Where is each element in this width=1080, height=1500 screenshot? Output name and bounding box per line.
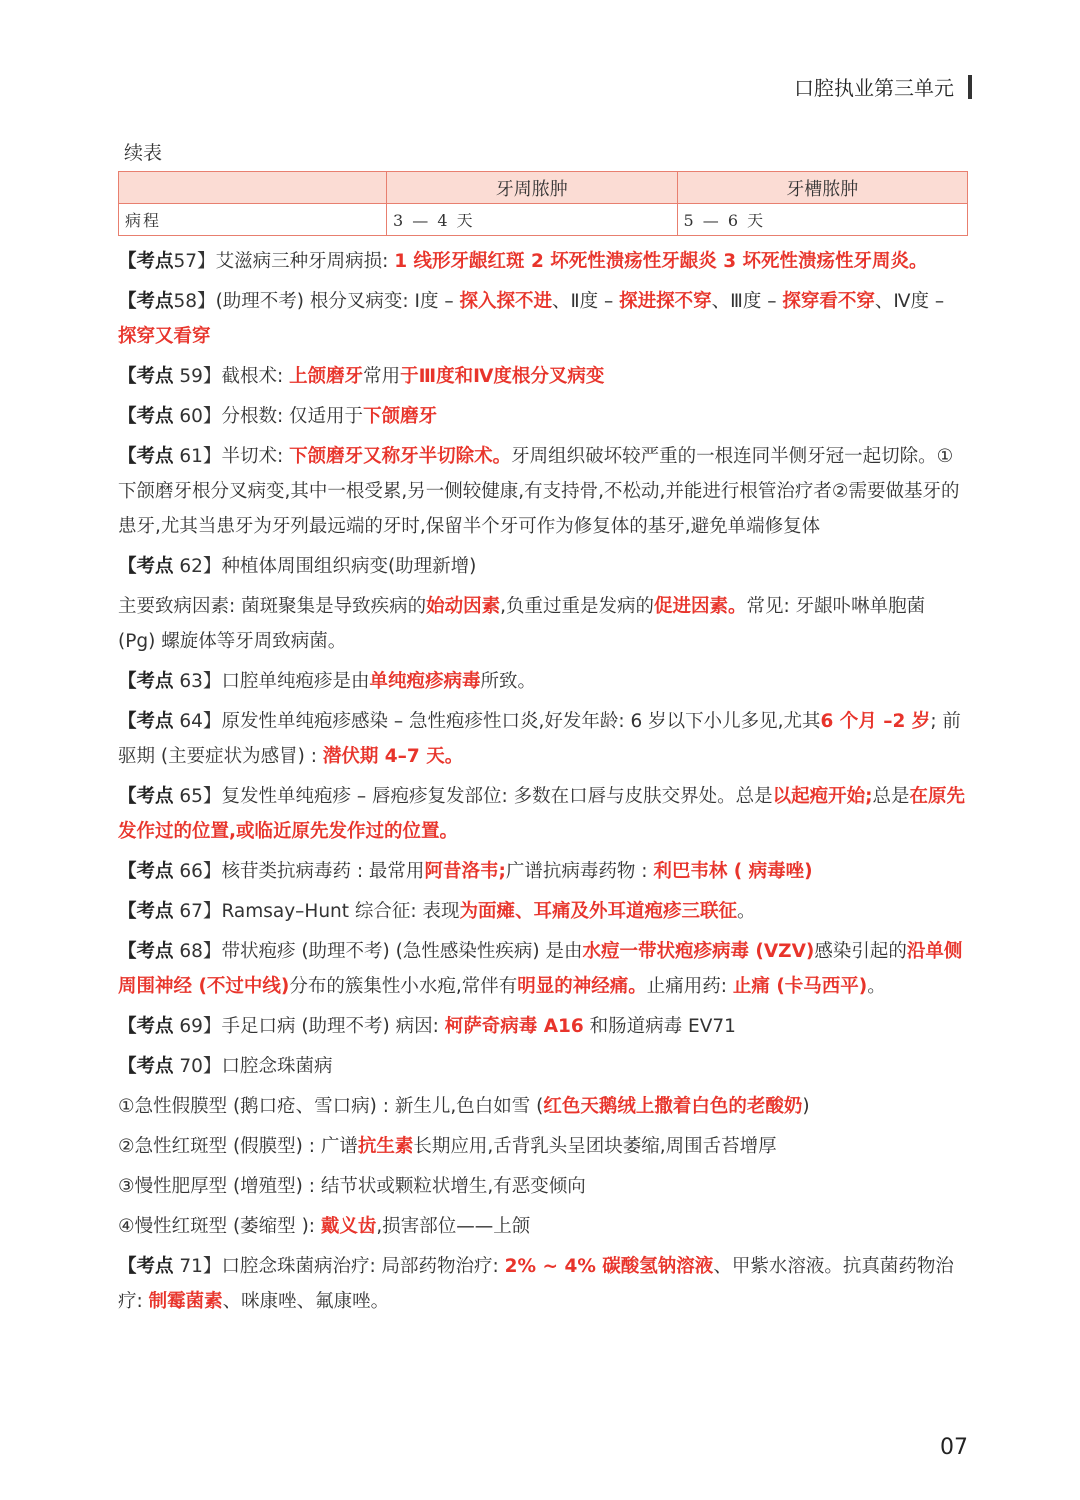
text: 、Ⅳ度 – xyxy=(874,291,945,312)
point-number: 68】 xyxy=(173,941,222,962)
highlight: 单纯疱疹病毒 xyxy=(369,671,481,692)
highlight: 于Ⅲ度和Ⅳ度根分叉病变 xyxy=(400,366,605,387)
text: ③慢性肥厚型 (增殖型) : 结节状或颗粒状增生,有恶变倾向 xyxy=(118,1176,586,1197)
highlight: 探进探不穿 xyxy=(619,291,712,312)
table-cell: 5 — 6 天 xyxy=(677,204,968,236)
text: 、甲紫水溶液。抗真菌药物治疗: xyxy=(118,1256,954,1312)
text: 止痛用药: xyxy=(646,976,733,997)
highlight: 柯萨奇病毒 A16 xyxy=(444,1016,584,1037)
point-number: 57】 xyxy=(173,251,216,272)
point-label: 【考点 xyxy=(118,446,174,467)
text: 和肠道病毒 EV71 xyxy=(583,1016,736,1037)
text: 牙周组织破坏较严重的一根连同半侧牙冠一起切除。①下颌磨牙根分叉病变,其中一根受累,另一侧较健康,有支持骨,不松动,并能进行根管治疗者②需要做基牙的患牙,尤其当患牙为牙列最远端的牙时,保留半个牙可作为修复体的基牙,避免单端修复体 xyxy=(118,446,960,537)
text: 。 xyxy=(867,976,886,997)
point-63 xyxy=(118,664,968,699)
text: 常用 xyxy=(363,366,401,387)
point-60 xyxy=(118,399,968,434)
text: 分布的簇集性小水疱,常伴有 xyxy=(289,976,518,997)
page-number: 07 xyxy=(940,1435,968,1460)
point-number: 70】 xyxy=(173,1056,222,1077)
text: 口腔单纯疱疹是由 xyxy=(221,671,370,692)
highlight: 制霉菌素 xyxy=(148,1291,223,1312)
text: 带状疱疹 (助理不考) (急性感染性疾病) 是由 xyxy=(221,941,583,962)
point-label: 【考点 xyxy=(118,291,174,312)
highlight: 利巴韦林 ( 病毒唑) xyxy=(653,861,813,882)
text: 常见: 牙龈卟啉单胞菌 (Pg) 螺旋体等牙周致病菌。 xyxy=(118,596,926,652)
highlight: 6 个月 –2 岁 xyxy=(820,711,931,732)
text: ④慢性红斑型 (萎缩型 ): xyxy=(118,1216,321,1237)
point-number: 65】 xyxy=(173,786,222,807)
text: Ramsay–Hunt 综合征: 表现 xyxy=(221,901,460,922)
table-row xyxy=(119,204,968,236)
point-label: 【考点 xyxy=(118,1056,174,1077)
highlight: 在原先发作过的位置,或临近原先发作过的位置。 xyxy=(118,786,966,842)
highlight: 戴义齿 xyxy=(320,1216,377,1237)
text: 口腔念珠菌病 xyxy=(221,1056,333,1077)
point-65 xyxy=(118,779,968,849)
point-57 xyxy=(118,244,968,279)
point-number: 64】 xyxy=(173,711,222,732)
text: 原发性单纯疱疹感染 – 急性疱疹性口炎,好发年龄: 6 岁以下小儿多见,尤其 xyxy=(221,711,821,732)
text: 总是 xyxy=(872,786,910,807)
text: 主要致病因素: 菌斑聚集是导致疾病的 xyxy=(118,596,427,617)
highlight: 探穿看不穿 xyxy=(782,291,875,312)
table-header-cell: 牙槽脓肿 xyxy=(677,172,968,204)
table-header-cell: 牙周脓肿 xyxy=(387,172,678,204)
highlight: 探穿又看穿 xyxy=(118,326,211,347)
point-70-item-3 xyxy=(118,1169,968,1204)
page-content xyxy=(118,138,968,1319)
highlight: 沿单侧周围神经 (不过中线) xyxy=(118,941,963,997)
point-68 xyxy=(118,934,968,1004)
text: ) xyxy=(802,1096,810,1117)
highlight: 促进因素。 xyxy=(654,596,747,617)
point-label: 【考点 xyxy=(118,786,174,807)
point-71 xyxy=(118,1249,968,1319)
table-header-cell xyxy=(119,172,387,204)
text: 分根数: 仅适用于 xyxy=(221,406,364,427)
point-label: 【考点 xyxy=(118,901,174,922)
point-number: 62】 xyxy=(173,556,222,577)
text: 、Ⅲ度 – xyxy=(711,291,783,312)
point-label: 【考点 xyxy=(118,556,174,577)
text: (助理不考) 根分叉病变: Ⅰ度 – xyxy=(215,291,460,312)
point-number: 61】 xyxy=(173,446,222,467)
text: ,负重过重是发病的 xyxy=(500,596,655,617)
text: 所致。 xyxy=(480,671,536,692)
header-bar xyxy=(968,75,972,99)
point-61 xyxy=(118,439,968,544)
point-number: 63】 xyxy=(173,671,222,692)
point-66 xyxy=(118,854,968,889)
text: 长期应用,舌背乳头呈团块萎缩,周围舌苔增厚 xyxy=(413,1136,777,1157)
highlight: 下颌磨牙 xyxy=(363,406,438,427)
highlight: 始动因素 xyxy=(426,596,501,617)
text: 复发性单纯疱疹 – 唇疱疹复发部位: 多数在口唇与皮肤交界处。总是 xyxy=(221,786,773,807)
point-label: 【考点 xyxy=(118,1256,174,1277)
point-70-item-4 xyxy=(118,1209,968,1244)
table-header-row xyxy=(119,172,968,204)
text: ②急性红斑型 (假膜型) : 广谱 xyxy=(118,1136,358,1157)
text: ①急性假膜型 (鹅口疮、雪口病) : 新生儿,色白如雪 ( xyxy=(118,1096,544,1117)
point-number: 71】 xyxy=(173,1256,222,1277)
highlight: 红色天鹅绒上撒着白色的老酸奶 xyxy=(543,1096,803,1117)
highlight: 以起疱开始; xyxy=(772,786,873,807)
text: ,损害部位——上颌 xyxy=(376,1216,531,1237)
point-62 xyxy=(118,549,968,584)
text: 广谱抗病毒药物 : xyxy=(505,861,654,882)
point-69 xyxy=(118,1009,968,1044)
point-label: 【考点 xyxy=(118,671,174,692)
highlight: 止痛 (卡马西平) xyxy=(732,976,868,997)
point-number: 69】 xyxy=(173,1016,222,1037)
text: 艾滋病三种牙周病损: xyxy=(215,251,395,272)
highlight: 阿昔洛韦; xyxy=(424,861,506,882)
point-64 xyxy=(118,704,968,774)
running-header xyxy=(794,72,972,101)
highlight: 为面瘫、耳痛及外耳道疱疹三联征 xyxy=(459,901,738,922)
text: 手足口病 (助理不考) 病因: xyxy=(221,1016,445,1037)
highlight: 潜伏期 4–7 天。 xyxy=(322,746,464,767)
point-62-detail xyxy=(118,589,968,659)
text: ; 前驱期 (主要症状为感冒) : xyxy=(118,711,961,767)
highlight: 水痘一带状疱疹病毒 (VZV) xyxy=(582,941,815,962)
point-number: 67】 xyxy=(173,901,222,922)
text: 感染引起的 xyxy=(814,941,907,962)
table-cell: 病程 xyxy=(119,204,387,236)
text: 口腔念珠菌病治疗: 局部药物治疗: xyxy=(221,1256,505,1277)
text: 截根术: xyxy=(221,366,290,387)
text: 核苷类抗病毒药 : 最常用 xyxy=(221,861,425,882)
point-label: 【考点 xyxy=(118,406,174,427)
highlight: 上颌磨牙 xyxy=(289,366,364,387)
text: 、Ⅱ度 – xyxy=(551,291,620,312)
point-70 xyxy=(118,1049,968,1084)
table-cell: 3 — 4 天 xyxy=(387,204,678,236)
point-number: 60】 xyxy=(173,406,222,427)
highlight: 抗生素 xyxy=(357,1136,414,1157)
point-70-item-2 xyxy=(118,1129,968,1164)
point-67 xyxy=(118,894,968,929)
point-59 xyxy=(118,359,968,394)
highlight: 探入探不进 xyxy=(459,291,552,312)
point-number: 59】 xyxy=(173,366,222,387)
point-label: 【考点 xyxy=(118,711,174,732)
text: 、咪康唑、氟康唑。 xyxy=(222,1291,390,1312)
running-header-title: 口腔执业第三单元 xyxy=(794,76,954,100)
point-70-item-1 xyxy=(118,1089,968,1124)
highlight: 1 线形牙龈红斑 2 坏死性溃疡性牙龈炎 3 坏死性溃疡性牙周炎。 xyxy=(394,251,928,272)
text: 。 xyxy=(737,901,756,922)
point-label: 【考点 xyxy=(118,861,174,882)
point-number: 58】 xyxy=(173,291,216,312)
text: 半切术: xyxy=(221,446,290,467)
point-label: 【考点 xyxy=(118,941,174,962)
point-label: 【考点 xyxy=(118,1016,174,1037)
abscess-table xyxy=(118,171,968,236)
point-58 xyxy=(118,284,968,354)
point-label: 【考点 xyxy=(118,366,174,387)
text: 种植体周围组织病变(助理新增) xyxy=(221,556,477,577)
highlight: 下颌磨牙又称牙半切除术。 xyxy=(289,446,512,467)
highlight: 2% ~ 4% 碳酸氢钠溶液 xyxy=(504,1256,714,1277)
point-number: 66】 xyxy=(173,861,222,882)
highlight: 明显的神经痛。 xyxy=(517,976,647,997)
point-label: 【考点 xyxy=(118,251,174,272)
table-caption: 续表 xyxy=(124,142,163,164)
